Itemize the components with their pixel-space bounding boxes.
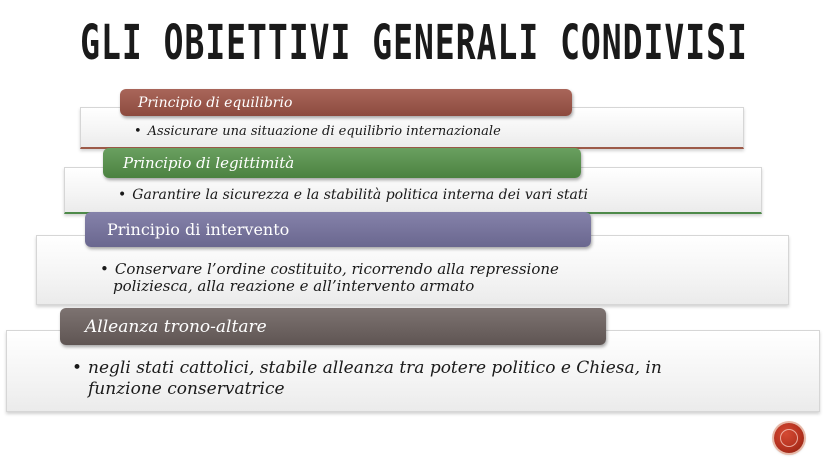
bullet-equilibrio xyxy=(134,124,501,139)
header-label: Principio di equilibrio xyxy=(138,94,293,111)
bullet-legittimita xyxy=(118,187,588,203)
header-label: Principio di legittimità xyxy=(123,154,295,172)
bullet-intervento xyxy=(100,260,559,278)
header-label: Principio di intervento xyxy=(107,220,290,239)
bullet-text-equilibrio: Assicurare una situazione di equilibrio internazionale xyxy=(147,124,501,139)
header-principio-legittimita xyxy=(103,148,581,178)
header-principio-equilibrio xyxy=(120,89,572,116)
bullet-icon: • xyxy=(100,260,109,278)
bullet-text-alleanza-line1: negli stati cattolici, stabile alleanza tra potere politico e Chiesa, in xyxy=(88,358,662,378)
red-circle-badge-icon xyxy=(774,423,804,453)
bullet-alleanza xyxy=(72,358,662,378)
bullet-text-intervento-line2: poliziesca, alla reazione e all’intervento armato xyxy=(113,277,475,295)
bullet-icon: • xyxy=(118,187,127,203)
header-principio-intervento xyxy=(85,212,591,247)
bullet-text-alleanza-line2: funzione conservatrice xyxy=(88,379,285,399)
bullet-text-intervento-line1: Conservare l’ordine costituito, ricorrendo alla repressione xyxy=(114,260,559,278)
slide-title: GLI OBIETTIVI GENERALI CONDIVISI xyxy=(80,14,748,71)
badge-ring xyxy=(780,429,798,447)
header-alleanza-trono-altare xyxy=(60,308,606,345)
bullet-icon: • xyxy=(72,358,83,378)
bullet-text-legittimita: Garantire la sicurezza e la stabilità politica interna dei vari stati xyxy=(132,187,588,203)
header-label: Alleanza trono-altare xyxy=(85,316,267,337)
bullet-icon: • xyxy=(134,124,142,139)
